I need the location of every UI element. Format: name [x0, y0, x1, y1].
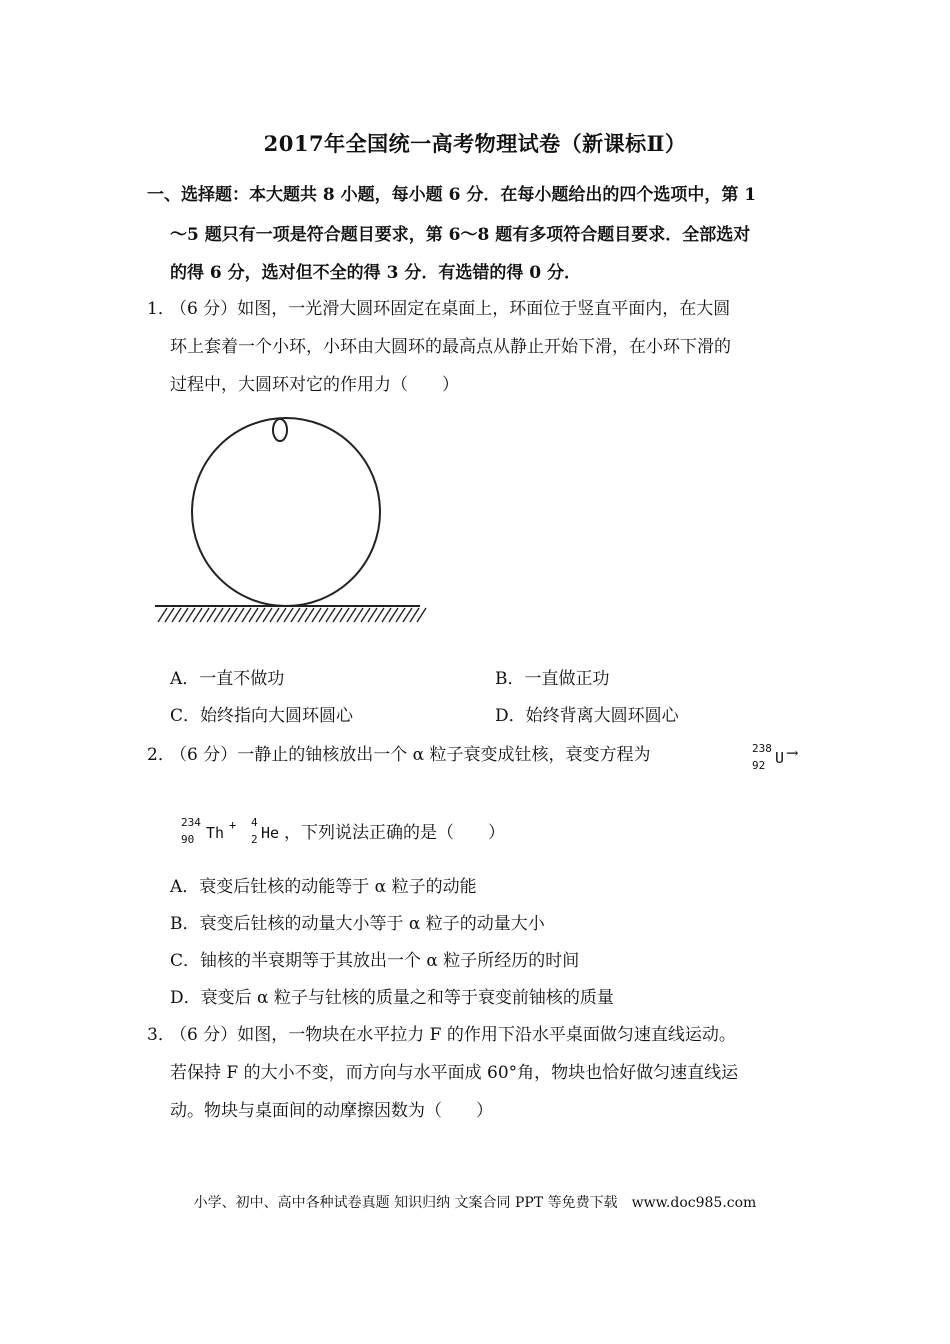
q1-option-a: A．一直不做功	[170, 669, 285, 689]
q2-text-line-2: ，下列说法正确的是（ ）	[284, 823, 505, 843]
thorium-atomic-number: 90	[181, 833, 195, 846]
helium-symbol: He	[261, 824, 280, 842]
q2-option-d: D．衰变后 α 粒子与钍核的质量之和等于衰变前铀核的质量	[170, 988, 614, 1008]
section-instructions-line-2: ～5 题只有一项是符合题目要求，第 6～8 题有多项符合题目要求．全部选对	[170, 225, 751, 245]
tabletop-hatching	[158, 608, 426, 622]
q2-option-b: B．衰变后钍核的动量大小等于 α 粒子的动量大小	[170, 914, 545, 934]
uranium-atomic-number: 92	[752, 759, 766, 772]
decay-arrow: →	[786, 744, 799, 762]
q2-option-c: C．铀核的半衰期等于其放出一个 α 粒子所经历的时间	[170, 951, 580, 971]
thorium-symbol: Th	[206, 824, 225, 842]
q3-number: 3．	[147, 1025, 175, 1045]
q2-option-a: A．衰变后钍核的动能等于 α 粒子的动能	[170, 877, 477, 897]
q2-number: 2．	[147, 745, 175, 765]
helium-atomic-number: 2	[251, 833, 258, 846]
uranium-symbol: U	[775, 749, 785, 767]
q3-text-line-2: 若保持 F 的大小不变，而方向与水平面成 60°角，物块也恰好做匀速直线运	[170, 1063, 739, 1083]
section-instructions-line-1: 一、选择题：本大题共 8 小题，每小题 6 分．在每小题给出的四个选项中，第 1	[147, 185, 757, 205]
q1-option-c: C．始终指向大圆环圆心	[170, 706, 354, 726]
q1-option-b: B．一直做正功	[495, 669, 610, 689]
uranium-mass-number: 238	[752, 742, 772, 755]
page-title: 2017年全国统一高考物理试卷（新课标Ⅱ）	[263, 131, 687, 156]
thorium-mass-number: 234	[181, 816, 201, 829]
large-ring	[192, 418, 380, 606]
plus-sign: +	[229, 818, 237, 832]
q1-text-line-2: 环上套着一个小环，小环由大圆环的最高点从静止开始下滑，在小环下滑的	[170, 337, 731, 357]
q3-text-line-1: （6 分）如图，一物块在水平拉力 F 的作用下沿水平桌面做匀速直线运动。	[170, 1025, 736, 1045]
q1-number: 1．	[147, 299, 175, 319]
small-ring	[273, 419, 287, 441]
page-footer: 小学、初中、高中各种试卷真题 知识归纳 文案合同 PPT 等免费下载 www.doc985.com	[193, 1195, 757, 1211]
q1-ring-figure	[150, 410, 430, 635]
q1-text-line-1: （6 分）如图，一光滑大圆环固定在桌面上，环面位于竖直平面内，在大圆	[170, 299, 731, 319]
q1-text-line-3: 过程中，大圆环对它的作用力（ ）	[170, 375, 459, 395]
helium-mass-number: 4	[251, 816, 258, 829]
q3-text-line-3: 动。物块与桌面间的动摩擦因数为（ ）	[170, 1101, 493, 1121]
q2-text-line-1: （6 分）一静止的铀核放出一个 α 粒子衰变成钍核，衰变方程为	[170, 745, 651, 765]
section-instructions-line-3: 的得 6 分，选对但不全的得 3 分．有选错的得 0 分．	[170, 263, 581, 283]
q1-option-d: D．始终背离大圆环圆心	[495, 706, 679, 726]
